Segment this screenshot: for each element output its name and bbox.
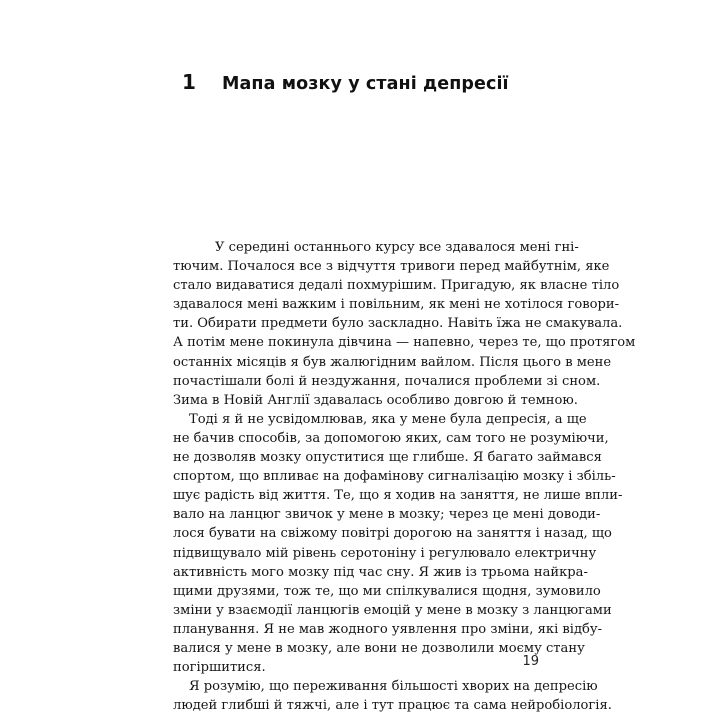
text-line: лося бувати на свіжому повітрі дорогою на заняття і назад, що: [173, 526, 612, 542]
text-line: стало видаватися дедалі похмурішим. Пригадую, як власне тіло: [173, 278, 620, 294]
chapter-heading: [182, 70, 582, 100]
text-line: погіршитися.: [173, 660, 266, 676]
text-line: валися у мене в мозку, але вони не дозволили моєму стану: [173, 640, 585, 656]
chapter-number: 1: [182, 70, 196, 94]
text-line: людей глибші й тяжчі, але і тут працює та сама нейробіологія.: [173, 698, 612, 714]
text-line: планування. Я не мав жодного уявлення про зміни, які відбу-: [173, 621, 603, 637]
paragraph: [173, 410, 623, 677]
text-line: Я розумію, що переживання більшості хворих на депресію: [189, 679, 598, 695]
text-line: не дозволяв мозку опуститися ще глибше. Я багато займався: [173, 450, 602, 466]
page-number: 19: [522, 654, 539, 669]
text-line: активність мого мозку під час сну. Я жив із трьома найкра-: [173, 564, 588, 580]
text-line: щими друзями, тож те, що ми спілкувалися щодня, зумовило: [173, 583, 601, 599]
text-line: підвищувало мій рівень серотоніну і регулювало електричну: [173, 545, 597, 561]
text-line: останніх місяців я був жалюгідним вайлом. Після цього в мене: [173, 354, 612, 370]
body-text: [173, 238, 636, 715]
text-line: спортом, що впливає на дофамінову сигналізацію мозку і збіль-: [173, 469, 616, 485]
text-line: не бачив способів, за допомогою яких, сам того не розуміючи,: [173, 430, 609, 446]
text-line: здавалося мені важким і повільним, як мені не хотілося говори-: [173, 297, 620, 313]
paragraph: [173, 238, 636, 410]
text-line: Зима в Новій Англії здавалась особливо довгою й темною.: [173, 392, 578, 408]
text-line: Тоді я й не усвідомлював, яка у мене була депресія, а ще: [189, 411, 587, 427]
chapter-title: Мапа мозку у стані депресії: [222, 74, 509, 94]
paragraph: [173, 677, 612, 715]
text-line: У середині останнього курсу все здавалося мені гні-: [215, 240, 579, 255]
text-line: ти. Обирати предмети було заскладно. Навіть їжа не смакувала.: [173, 316, 623, 332]
text-line: вало на ланцюг звичок у мене в мозку; через це мені доводи-: [173, 507, 601, 523]
text-line: зміни у взаємодії ланцюгів емоцій у мене в мозку з ланцюгами: [173, 602, 612, 618]
text-line: почастішали болі й нездужання, почалися проблеми зі сном.: [173, 373, 601, 389]
text-line: шує радість від життя. Те, що я ходив на заняття, не лише впли-: [173, 488, 623, 504]
text-line: тючим. Почалося все з відчуття тривоги перед майбутнім, яке: [173, 259, 610, 275]
text-line: А потім мене покинула дівчина — напевно, через те, що протягом: [173, 335, 636, 351]
